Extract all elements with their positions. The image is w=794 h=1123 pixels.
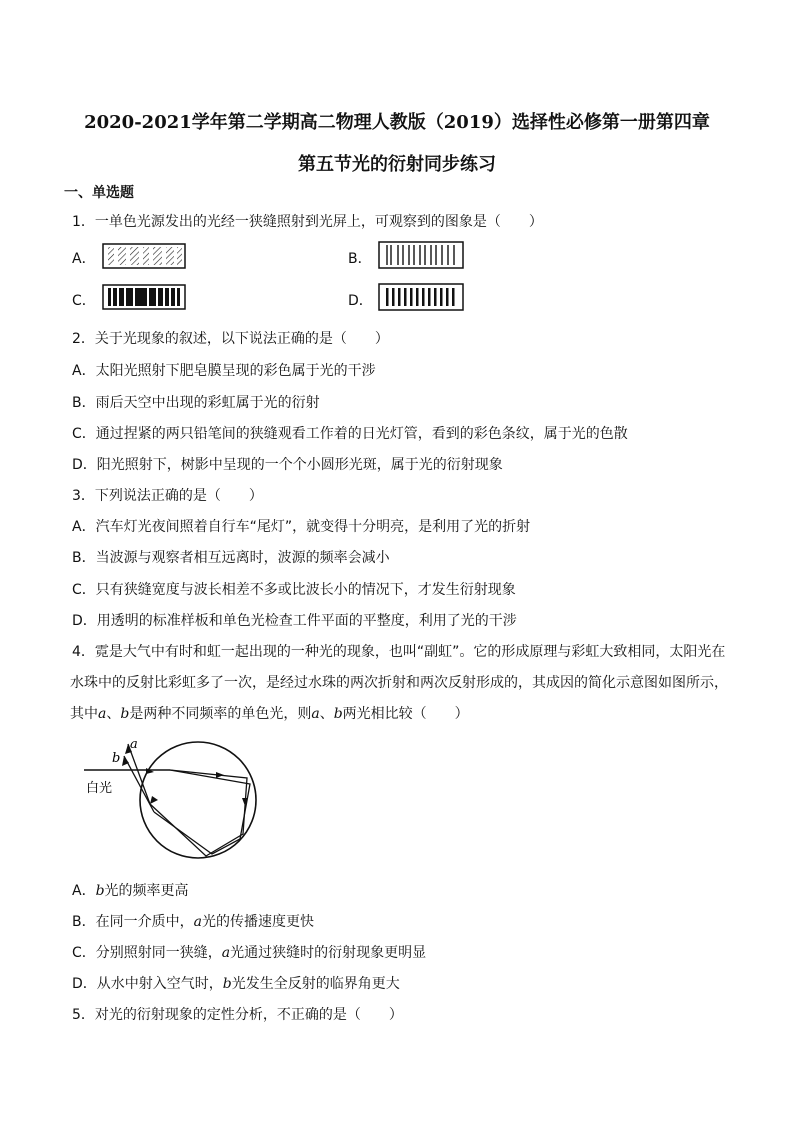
- q1-option-a-label: A．: [72, 251, 96, 267]
- q2-option-d: D．阳光照射下，树影中呈现的一个个小圆形光斑，属于光的衍射现象: [72, 457, 503, 473]
- question-4-stem-line2: 水珠中的反射比彩虹多了一次，是经过水珠的两次折射和两次反射形成的，其成因的简化示意图如图所示，: [70, 675, 728, 691]
- q1-option-b-label: B．: [348, 251, 372, 267]
- question-5-stem: 5．对光的衍射现象的定性分析，不正确的是（ ）: [72, 1007, 403, 1023]
- question-4-stem-line1: 4．霓是大气中有时和虹一起出现的一种光的现象，也叫“副虹”。它的形成原理与彩虹大致相同，太阳光在: [72, 644, 726, 660]
- q1-option-c-figure: [102, 284, 186, 310]
- q1-option-b-figure: [378, 241, 464, 269]
- section-heading: 一、单选题: [64, 185, 134, 201]
- q4-option-b: B．在同一介质中，a光的传播速度更快: [72, 914, 314, 930]
- rainbow-droplet-diagram: [84, 738, 264, 862]
- q3-option-a: A．汽车灯光夜间照着自行车“尾灯”，就变得十分明亮，是利用了光的折射: [72, 519, 531, 535]
- question-3-stem: 3．下列说法正确的是（ ）: [72, 488, 263, 504]
- q1-option-d-label: D．: [348, 293, 373, 309]
- label-b: b: [112, 751, 121, 766]
- q1-option-a-figure: [102, 243, 186, 269]
- q3-option-c: C．只有狭缝宽度与波长相差不多或比波长小的情况下，才发生衍射现象: [72, 582, 516, 598]
- label-a: a: [130, 738, 138, 752]
- page-subtitle: 第五节光的衍射同步练习: [298, 154, 496, 175]
- q1-option-c-label: C．: [72, 293, 96, 309]
- q4-option-d: D．从水中射入空气时，b光发生全反射的临界角更大: [72, 976, 400, 992]
- question-2-stem: 2．关于光现象的叙述，以下说法正确的是（ ）: [72, 331, 389, 347]
- q3-option-b: B．当波源与观察者相互远离时，波源的频率会减小: [72, 550, 390, 566]
- question-1-stem: 1．一单色光源发出的光经一狭缝照射到光屏上，可观察到的图象是（ ）: [72, 214, 543, 230]
- q2-option-b: B．雨后天空中出现的彩虹属于光的衍射: [72, 395, 320, 411]
- label-white-light: 白光: [86, 781, 113, 796]
- question-4-stem-line3: 其中a、b是两种不同频率的单色光，则a、b两光相比较（ ）: [70, 706, 469, 722]
- q3-option-d: D．用透明的标准样板和单色光检查工件平面的平整度，利用了光的干涉: [72, 613, 517, 629]
- page-title: 2020-2021学年第二学期高二物理人教版（2019）选择性必修第一册第四章: [84, 112, 710, 133]
- q4-option-a: A．b光的频率更高: [72, 883, 189, 899]
- q4-option-c: C．分别照射同一狭缝，a光通过狭缝时的衍射现象更明显: [72, 945, 427, 961]
- q1-option-d-figure: [378, 283, 464, 311]
- q2-option-a: A．太阳光照射下肥皂膜呈现的彩色属于光的干涉: [72, 363, 376, 379]
- q2-option-c: C．通过捏紧的两只铅笔间的狭缝观看工作着的日光灯管，看到的彩色条纹，属于光的色散: [72, 426, 628, 442]
